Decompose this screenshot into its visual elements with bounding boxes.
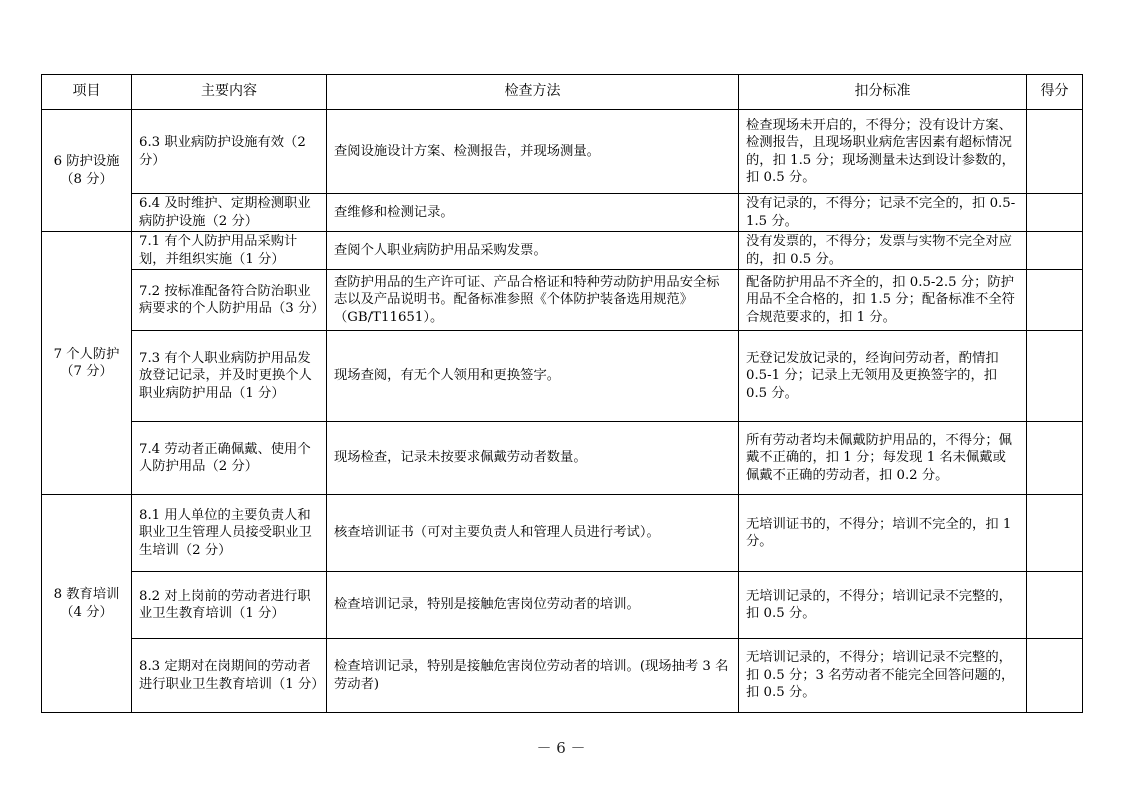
deduction-cell: 无培训记录的，不得分；培训记录不完整的，扣 0.5 分；3 名劳动者不能完全回答问题的，扣 0.5 分。 xyxy=(739,639,1027,713)
content-cell: 7.1 有个人防护用品采购计划，并组织实施（1 分） xyxy=(132,232,327,270)
category-name: 7 个人防护 xyxy=(53,346,120,362)
score-cell[interactable] xyxy=(1027,495,1083,572)
category-points: （4 分） xyxy=(60,604,113,620)
score-cell[interactable] xyxy=(1027,572,1083,639)
score-cell[interactable] xyxy=(1027,194,1083,232)
table-row xyxy=(42,495,1083,572)
deduction-cell: 没有记录的，不得分；记录不完全的，扣 0.5-1.5 分。 xyxy=(739,194,1027,232)
category-points: （8 分） xyxy=(60,171,113,187)
content-cell: 8.2 对上岗前的劳动者进行职业卫生教育培训（1 分） xyxy=(132,572,327,639)
page-number: － 6 － xyxy=(536,739,586,757)
table-header-row xyxy=(42,75,1083,110)
deduction-cell: 无培训证书的，不得分；培训不完全的，扣 1 分。 xyxy=(739,495,1027,572)
score-cell[interactable] xyxy=(1027,232,1083,270)
method-cell: 查阅设施设计方案、检测报告，并现场测量。 xyxy=(327,110,739,194)
method-cell: 查阅个人职业病防护用品采购发票。 xyxy=(327,232,739,270)
method-cell: 查防护用品的生产许可证、产品合格证和特种劳动防护用品安全标志以及产品说明书。配备标准参照《个体防护装备选用规范》（GB/T11651）。 xyxy=(327,270,739,331)
assessment-table xyxy=(41,74,1083,713)
deduction-cell: 无培训记录的，不得分；培训记录不完整的，扣 0.5 分。 xyxy=(739,572,1027,639)
method-cell: 查维修和检测记录。 xyxy=(327,194,739,232)
content-cell: 7.2 按标准配备符合防治职业病要求的个人防护用品（3 分） xyxy=(132,270,327,331)
score-cell[interactable] xyxy=(1027,110,1083,194)
deduction-cell: 检查现场未开启的，不得分；没有设计方案、检测报告，且现场职业病危害因素有超标情况的，扣 1.5 分；现场测量未达到设计参数的，扣 0.5 分。 xyxy=(739,110,1027,194)
method-cell: 核查培训证书（可对主要负责人和管理人员进行考试）。 xyxy=(327,495,739,572)
category-cell xyxy=(42,110,132,232)
header-content: 主要内容 xyxy=(132,75,327,110)
table-row xyxy=(42,270,1083,331)
table-row xyxy=(42,422,1083,495)
category-name: 8 教育培训 xyxy=(53,587,120,602)
content-cell: 7.3 有个人职业病防护用品发放登记记录，并及时更换个人职业病防护用品（1 分） xyxy=(132,331,327,422)
deduction-cell: 无登记发放记录的，经询问劳动者，酌情扣 0.5-1 分；记录上无领用及更换签字的，扣 0.5 分。 xyxy=(739,331,1027,422)
table-row xyxy=(42,572,1083,639)
header-deduction: 扣分标准 xyxy=(739,75,1027,110)
score-cell[interactable] xyxy=(1027,422,1083,495)
content-cell: 8.1 用人单位的主要负责人和职业卫生管理人员接受职业卫生培训（2 分） xyxy=(132,495,327,572)
score-cell[interactable] xyxy=(1027,331,1083,422)
category-points: （7 分） xyxy=(60,364,113,379)
score-cell[interactable] xyxy=(1027,270,1083,331)
header-item: 项目 xyxy=(42,75,132,110)
method-cell: 现场查阅，有无个人领用和更换签字。 xyxy=(327,331,739,422)
table-row xyxy=(42,639,1083,713)
score-cell[interactable] xyxy=(1027,639,1083,713)
category-cell xyxy=(42,232,132,495)
method-cell: 检查培训记录，特别是接触危害岗位劳动者的培训。 xyxy=(327,572,739,639)
content-cell: 8.3 定期对在岗期间的劳动者进行职业卫生教育培训（1 分） xyxy=(132,639,327,713)
table-row xyxy=(42,232,1083,270)
method-cell: 检查培训记录，特别是接触危害岗位劳动者的培训。(现场抽考 3 名劳动者) xyxy=(327,639,739,713)
category-name: 6 防护设施 xyxy=(53,154,120,169)
content-cell: 6.4 及时维护、定期检测职业病防护设施（2 分） xyxy=(132,194,327,232)
header-method: 检查方法 xyxy=(327,75,739,110)
header-score: 得分 xyxy=(1027,75,1083,110)
table-row xyxy=(42,194,1083,232)
deduction-cell: 没有发票的，不得分；发票与实物不完全对应的，扣 0.5 分。 xyxy=(739,232,1027,270)
category-cell xyxy=(42,495,132,713)
deduction-cell: 配备防护用品不齐全的，扣 0.5-2.5 分；防护用品不全合格的，扣 1.5 分；配备标准不全符合规范要求的，扣 1 分。 xyxy=(739,270,1027,331)
method-cell: 现场检查，记录未按要求佩戴劳动者数量。 xyxy=(327,422,739,495)
table-row xyxy=(42,110,1083,194)
deduction-cell: 所有劳动者均未佩戴防护用品的，不得分；佩戴不正确的，扣 1 分；每发现 1 名未佩戴或佩戴不正确的劳动者，扣 0.2 分。 xyxy=(739,422,1027,495)
content-cell: 7.4 劳动者正确佩戴、使用个人防护用品（2 分） xyxy=(132,422,327,495)
content-cell: 6.3 职业病防护设施有效（2 分） xyxy=(132,110,327,194)
table-row xyxy=(42,331,1083,422)
